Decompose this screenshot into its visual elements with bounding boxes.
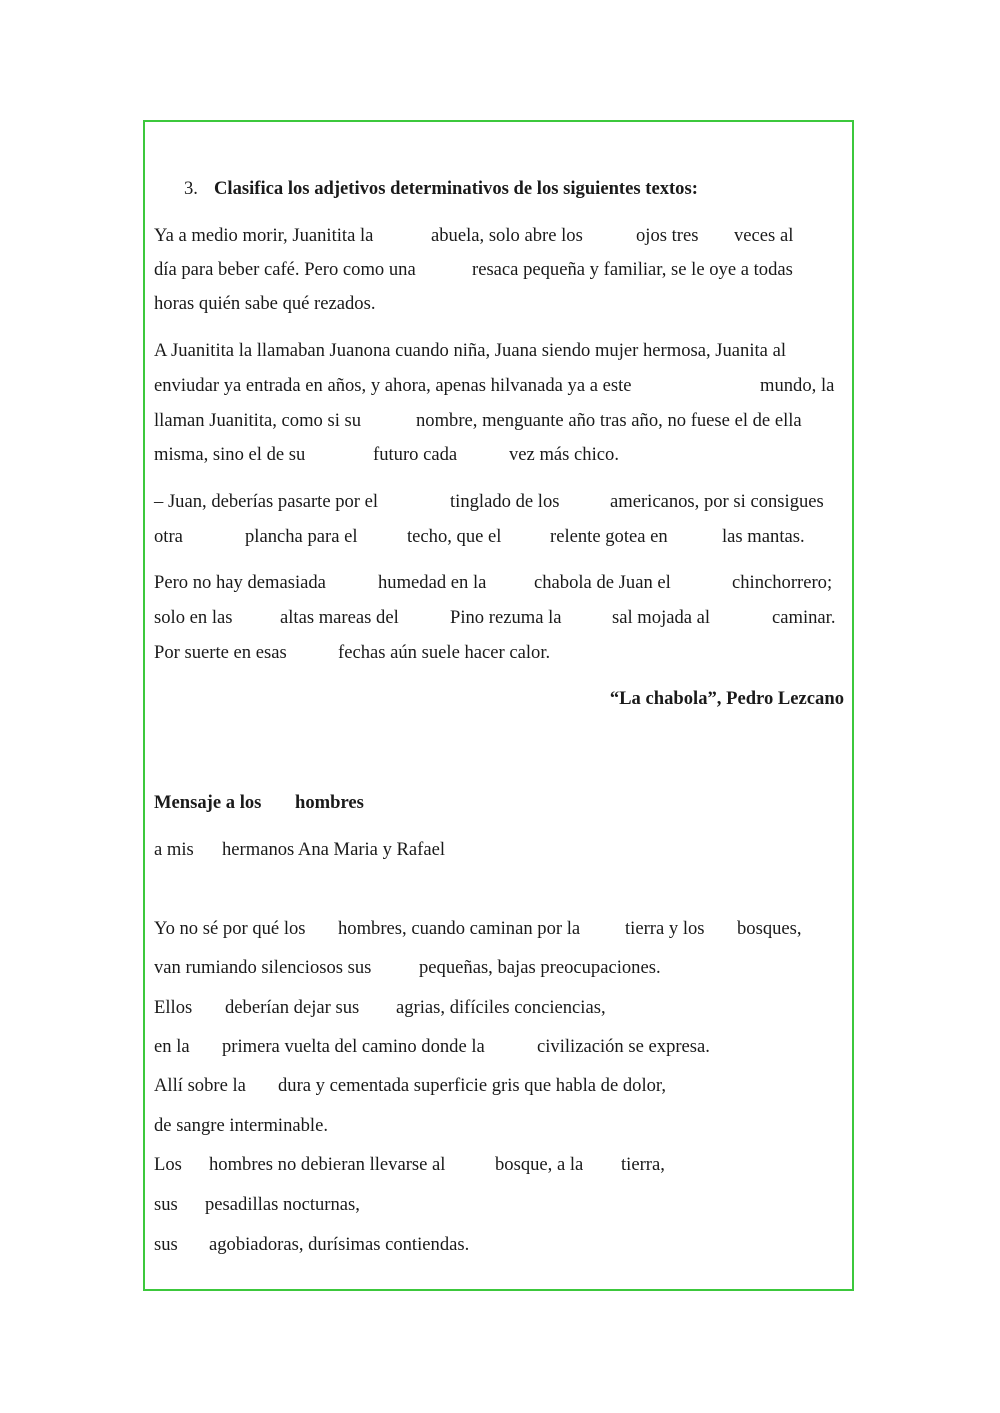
verse-segment: Yo no sé por qué los	[154, 918, 306, 939]
text-segment: mundo, la	[760, 375, 835, 396]
verse-segment: van rumiando silenciosos sus	[154, 957, 372, 978]
text-segment: ojos tres	[636, 225, 699, 246]
verse-segment: civilización se expresa.	[537, 1036, 710, 1057]
text-source	[154, 686, 844, 712]
text-segment: abuela, solo abre los	[431, 225, 583, 246]
text-segment: chinchorrero;	[732, 572, 833, 593]
text-segment: solo en las	[154, 607, 233, 628]
text-segment: otra	[154, 526, 183, 547]
text-segment: altas mareas del	[280, 607, 399, 628]
text-segment: caminar.	[772, 607, 836, 628]
text-segment: tinglado de los	[450, 491, 560, 512]
poem-title-segment: hombres	[295, 792, 364, 813]
verse-segment: hombres no debieran llevarse al	[209, 1154, 446, 1175]
verse-segment: sus	[154, 1234, 178, 1255]
verse-segment: primera vuelta del camino donde la	[222, 1036, 485, 1057]
text-segment: – Juan, deberías pasarte por el	[154, 491, 379, 512]
text-segment: humedad en la	[378, 572, 487, 593]
text-segment: horas quién sabe qué rezados.	[154, 293, 376, 314]
text-segment: Pero no hay demasiada	[154, 572, 326, 593]
verse-segment: Los	[154, 1154, 182, 1175]
text-segment: nombre, menguante año tras año, no fuese el de ella	[416, 410, 802, 431]
text-segment: A Juanitita la llamaban Juanona cuando niña, Juana siendo mujer hermosa, Juanita al	[154, 340, 787, 361]
verse-segment: en la	[154, 1036, 190, 1057]
verse-segment: bosque, a la	[495, 1154, 584, 1175]
text-segment: llaman Juanitita, como si su	[154, 410, 362, 431]
verse-segment: tierra,	[621, 1154, 665, 1175]
text-segment: enviudar ya entrada en años, y ahora, apenas hilvanada ya a este	[154, 375, 632, 396]
poem-title-segment: Mensaje a los	[154, 792, 262, 813]
verse-segment: de sangre interminable.	[154, 1115, 328, 1136]
verse-segment: dura y cementada superficie gris que habla de dolor,	[278, 1075, 667, 1096]
text-segment: techo, que el	[407, 526, 502, 547]
verse-segment: agrias, difíciles conciencias,	[396, 997, 606, 1018]
source-label: “La chabola”, Pedro Lezcano	[609, 688, 844, 709]
text-segment: fechas aún suele hacer calor.	[338, 642, 551, 663]
text-segment: sal mojada al	[612, 607, 711, 628]
verse-segment: Ellos	[154, 997, 193, 1018]
text-segment: chabola de Juan el	[534, 572, 671, 593]
text-segment: Ya a medio morir, Juanitita la	[154, 225, 374, 246]
verse-segment: tierra y los	[625, 918, 705, 939]
text-segment: Por suerte en esas	[154, 642, 287, 663]
text-segment: relente gotea en	[550, 526, 668, 547]
text-segment: Pino rezuma la	[450, 607, 562, 628]
verse-segment: bosques,	[737, 918, 802, 939]
text-segment: americanos, por si consigues	[610, 491, 824, 512]
verse-segment: sus	[154, 1194, 178, 1215]
verse-segment: Allí sobre la	[154, 1075, 246, 1096]
verse-segment: agobiadoras, durísimas contiendas.	[209, 1234, 470, 1255]
verse-segment: deberían dejar sus	[225, 997, 360, 1018]
text-segment: futuro cada	[373, 444, 458, 465]
text-segment: vez más chico.	[509, 444, 619, 465]
text-segment: resaca pequeña y familiar, se le oye a todas	[472, 259, 793, 280]
text-segment: plancha para el	[245, 526, 358, 547]
exercise-title: Clasifica los adjetivos determinativos de los siguientes textos:	[214, 178, 698, 199]
dedication-segment: hermanos Ana Maria y Rafael	[222, 839, 446, 860]
text-segment: día para beber café. Pero como una	[154, 259, 416, 280]
text-segment: misma, sino el de su	[154, 444, 306, 465]
text-segment: veces al	[734, 225, 794, 246]
dedication-segment: a mis	[154, 839, 194, 860]
exercise-number: 3.	[184, 178, 198, 199]
text-segment: las mantas.	[722, 526, 805, 547]
verse-segment: pesadillas nocturnas,	[205, 1194, 360, 1215]
verse-segment: hombres, cuando caminan por la	[338, 918, 581, 939]
verse-segment: pequeñas, bajas preocupaciones.	[419, 957, 661, 978]
